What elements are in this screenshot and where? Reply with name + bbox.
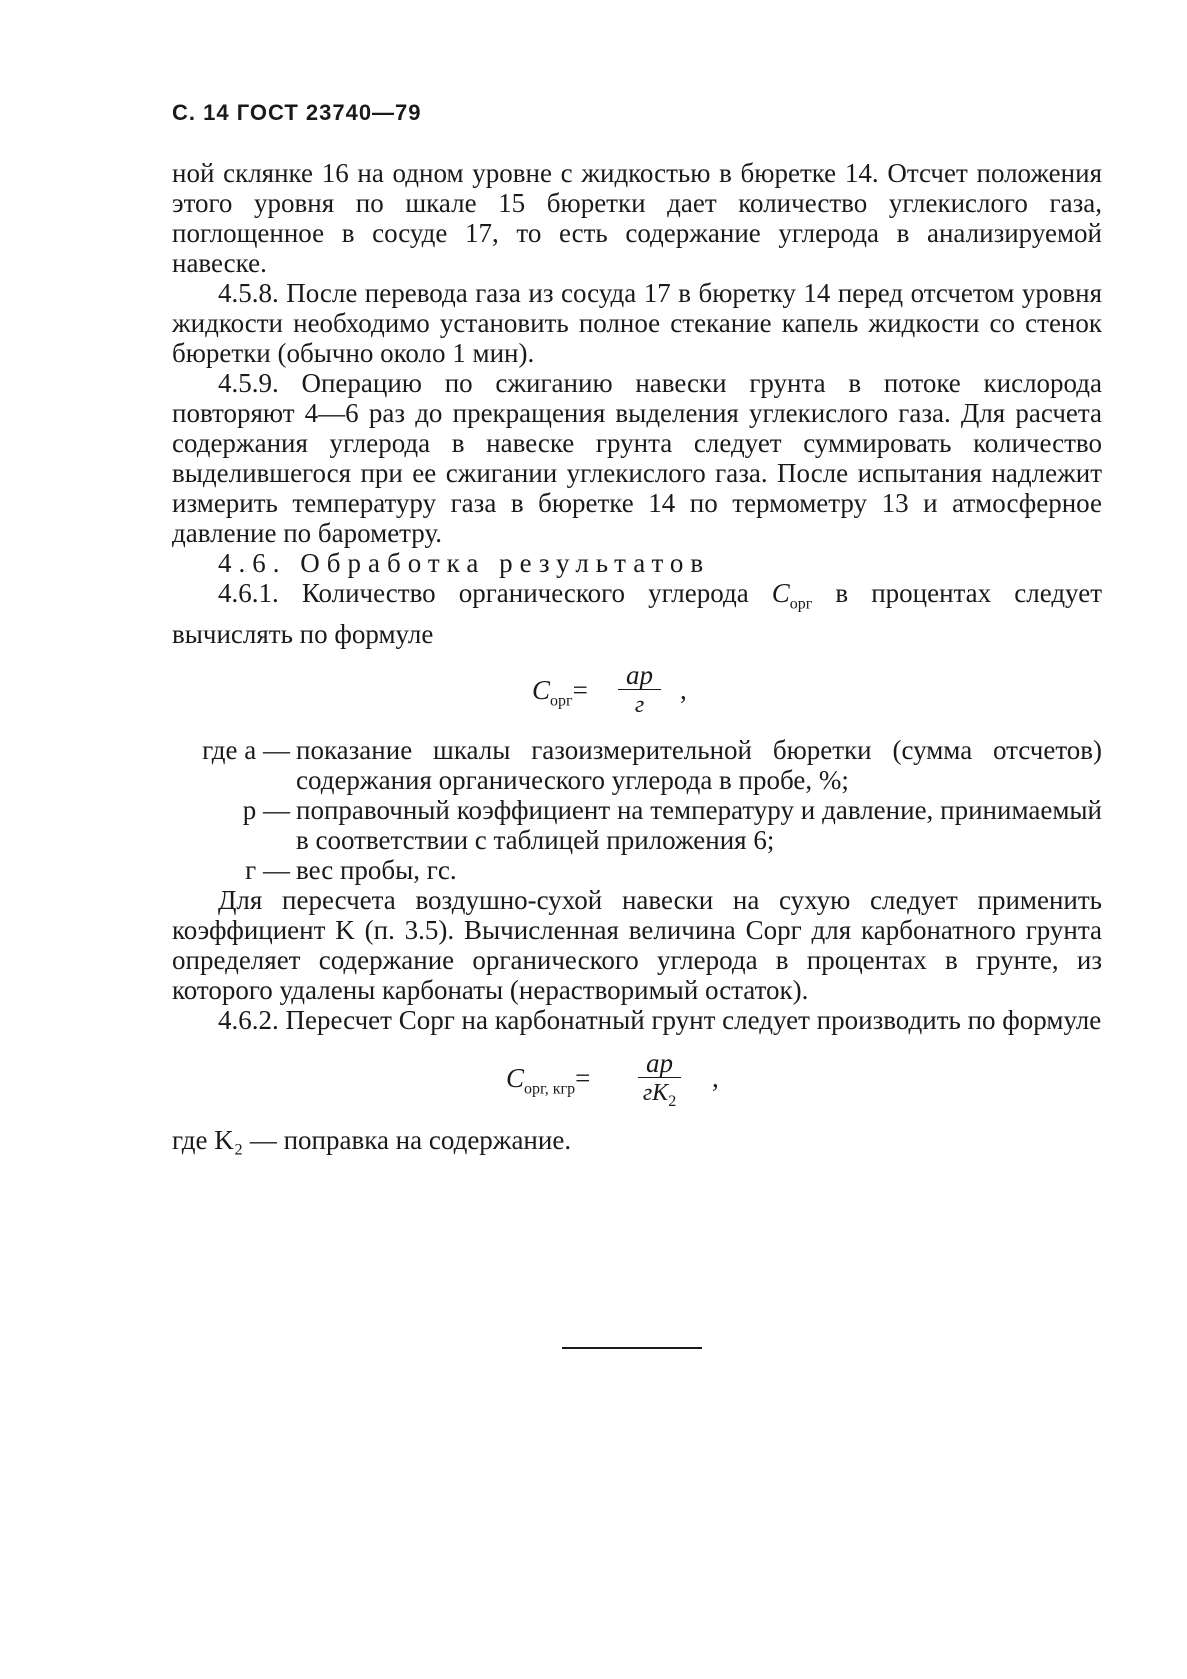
formula-2-symbol: C (506, 1063, 525, 1094)
paragraph-recalculation: Для пересчета воздушно-сухой навески на сухую следует применить коэффициент K (п. 3.5). Вычисленная величина Cорг для карбонатного грунта определяет содержание органического углерода в процентах в грунте, из которого удалены карбонаты (нерастворимый остаток). (172, 885, 1102, 1006)
formula-2 (172, 1048, 1102, 1111)
paragraph-4-5-9: 4.5.9. Операцию по сжиганию навески грунта в потоке кислорода повторяют 4—6 раз до прекращения выделения углекислого газа. Для расчета содержания углерода в навеске грунта следует суммировать количество выделившегося при ее сжигании углекислого газа. После испытания надлежит измерить температуру газа в бюретке 14 по термометру 13 и атмосферное давление по барометру. (172, 368, 1102, 548)
paragraph-4-6-1 (172, 578, 1102, 649)
formula-2-equals: = (575, 1063, 591, 1094)
definition-p-text: поправочный коэффициент на температуру и давление, принимаемый в соответствии с таблицей приложения 6; (296, 795, 1102, 856)
formula-1 (172, 661, 1102, 717)
page-header: С. 14 ГОСТ 23740—79 (172, 100, 422, 125)
paragraph-continuation: ной склянке 16 на одном уровне с жидкостью в бюретке 14. Отсчет положения этого уровня по шкале 15 бюретки дает количество углекислого газа, поглощенное в сосуде 17, то есть содержание углерода в анализируемой навеске. (172, 158, 1102, 278)
definition-p (172, 795, 1102, 855)
paragraph-4-6-1-start: 4.6.1. Количество органического углерода (218, 578, 772, 608)
formula-2-subscript: орг, кгр (524, 1080, 576, 1098)
formula-1-numerator: ap (618, 661, 661, 690)
end-divider (562, 1347, 702, 1349)
formula-1-lhs (532, 675, 588, 710)
formula-1-denominator: г (634, 692, 645, 719)
paragraph-4-5-8: 4.5.8. После перевода газа из сосуда 17 в бюретку 14 перед отсчетом уровня жидкости необходимо установить полное стекание капель жидкости со стенок бюретки (обычно около 1 мин). (172, 278, 1102, 368)
paragraph-4-6-2: 4.6.2. Пересчет Cорг на карбонатный грунт следует производить по формуле (218, 1005, 1102, 1036)
formula-2-fraction (638, 1049, 681, 1117)
definition-g (172, 855, 1102, 885)
section-heading-4-6: 4.6. Обработка результатов (218, 548, 711, 578)
definition-p-symbol: p — (242, 795, 290, 826)
formula-2-comma: , (712, 1063, 719, 1094)
formula-1-fraction (618, 661, 661, 720)
formula-2-denominator-subscript: 2 (668, 1093, 677, 1111)
formula-1-symbol: C (532, 675, 551, 706)
definition-a (172, 735, 1102, 795)
definition-g-symbol: г — (245, 855, 290, 886)
definition-a-symbol: где a — (202, 735, 290, 766)
definition-g-text: вес пробы, гс. (296, 855, 457, 886)
formula-2-numerator: ap (638, 1049, 681, 1078)
c-symbol: C (771, 578, 790, 608)
definition-a-text: показание шкалы газоизмерительной бюретки (сумма отсчетов) содержания органического углерода в пробе, %; (296, 735, 1102, 796)
c-subscript: орг (789, 595, 813, 613)
formula-1-subscript: орг (550, 692, 573, 710)
formula-1-equals: = (572, 675, 588, 706)
formula-2-denominator (638, 1078, 681, 1117)
paragraph-k2-definition: где K₂ — поправка на содержание. (172, 1125, 572, 1156)
formula-2-denominator-text: гK (642, 1080, 669, 1107)
variable-definitions (172, 735, 1102, 885)
document-page (172, 100, 1102, 1155)
paragraph-4-6-1-end: в процентах следует вычислять по формуле (172, 578, 1102, 650)
formula-2-lhs (506, 1063, 590, 1098)
formula-1-comma: , (680, 675, 687, 706)
